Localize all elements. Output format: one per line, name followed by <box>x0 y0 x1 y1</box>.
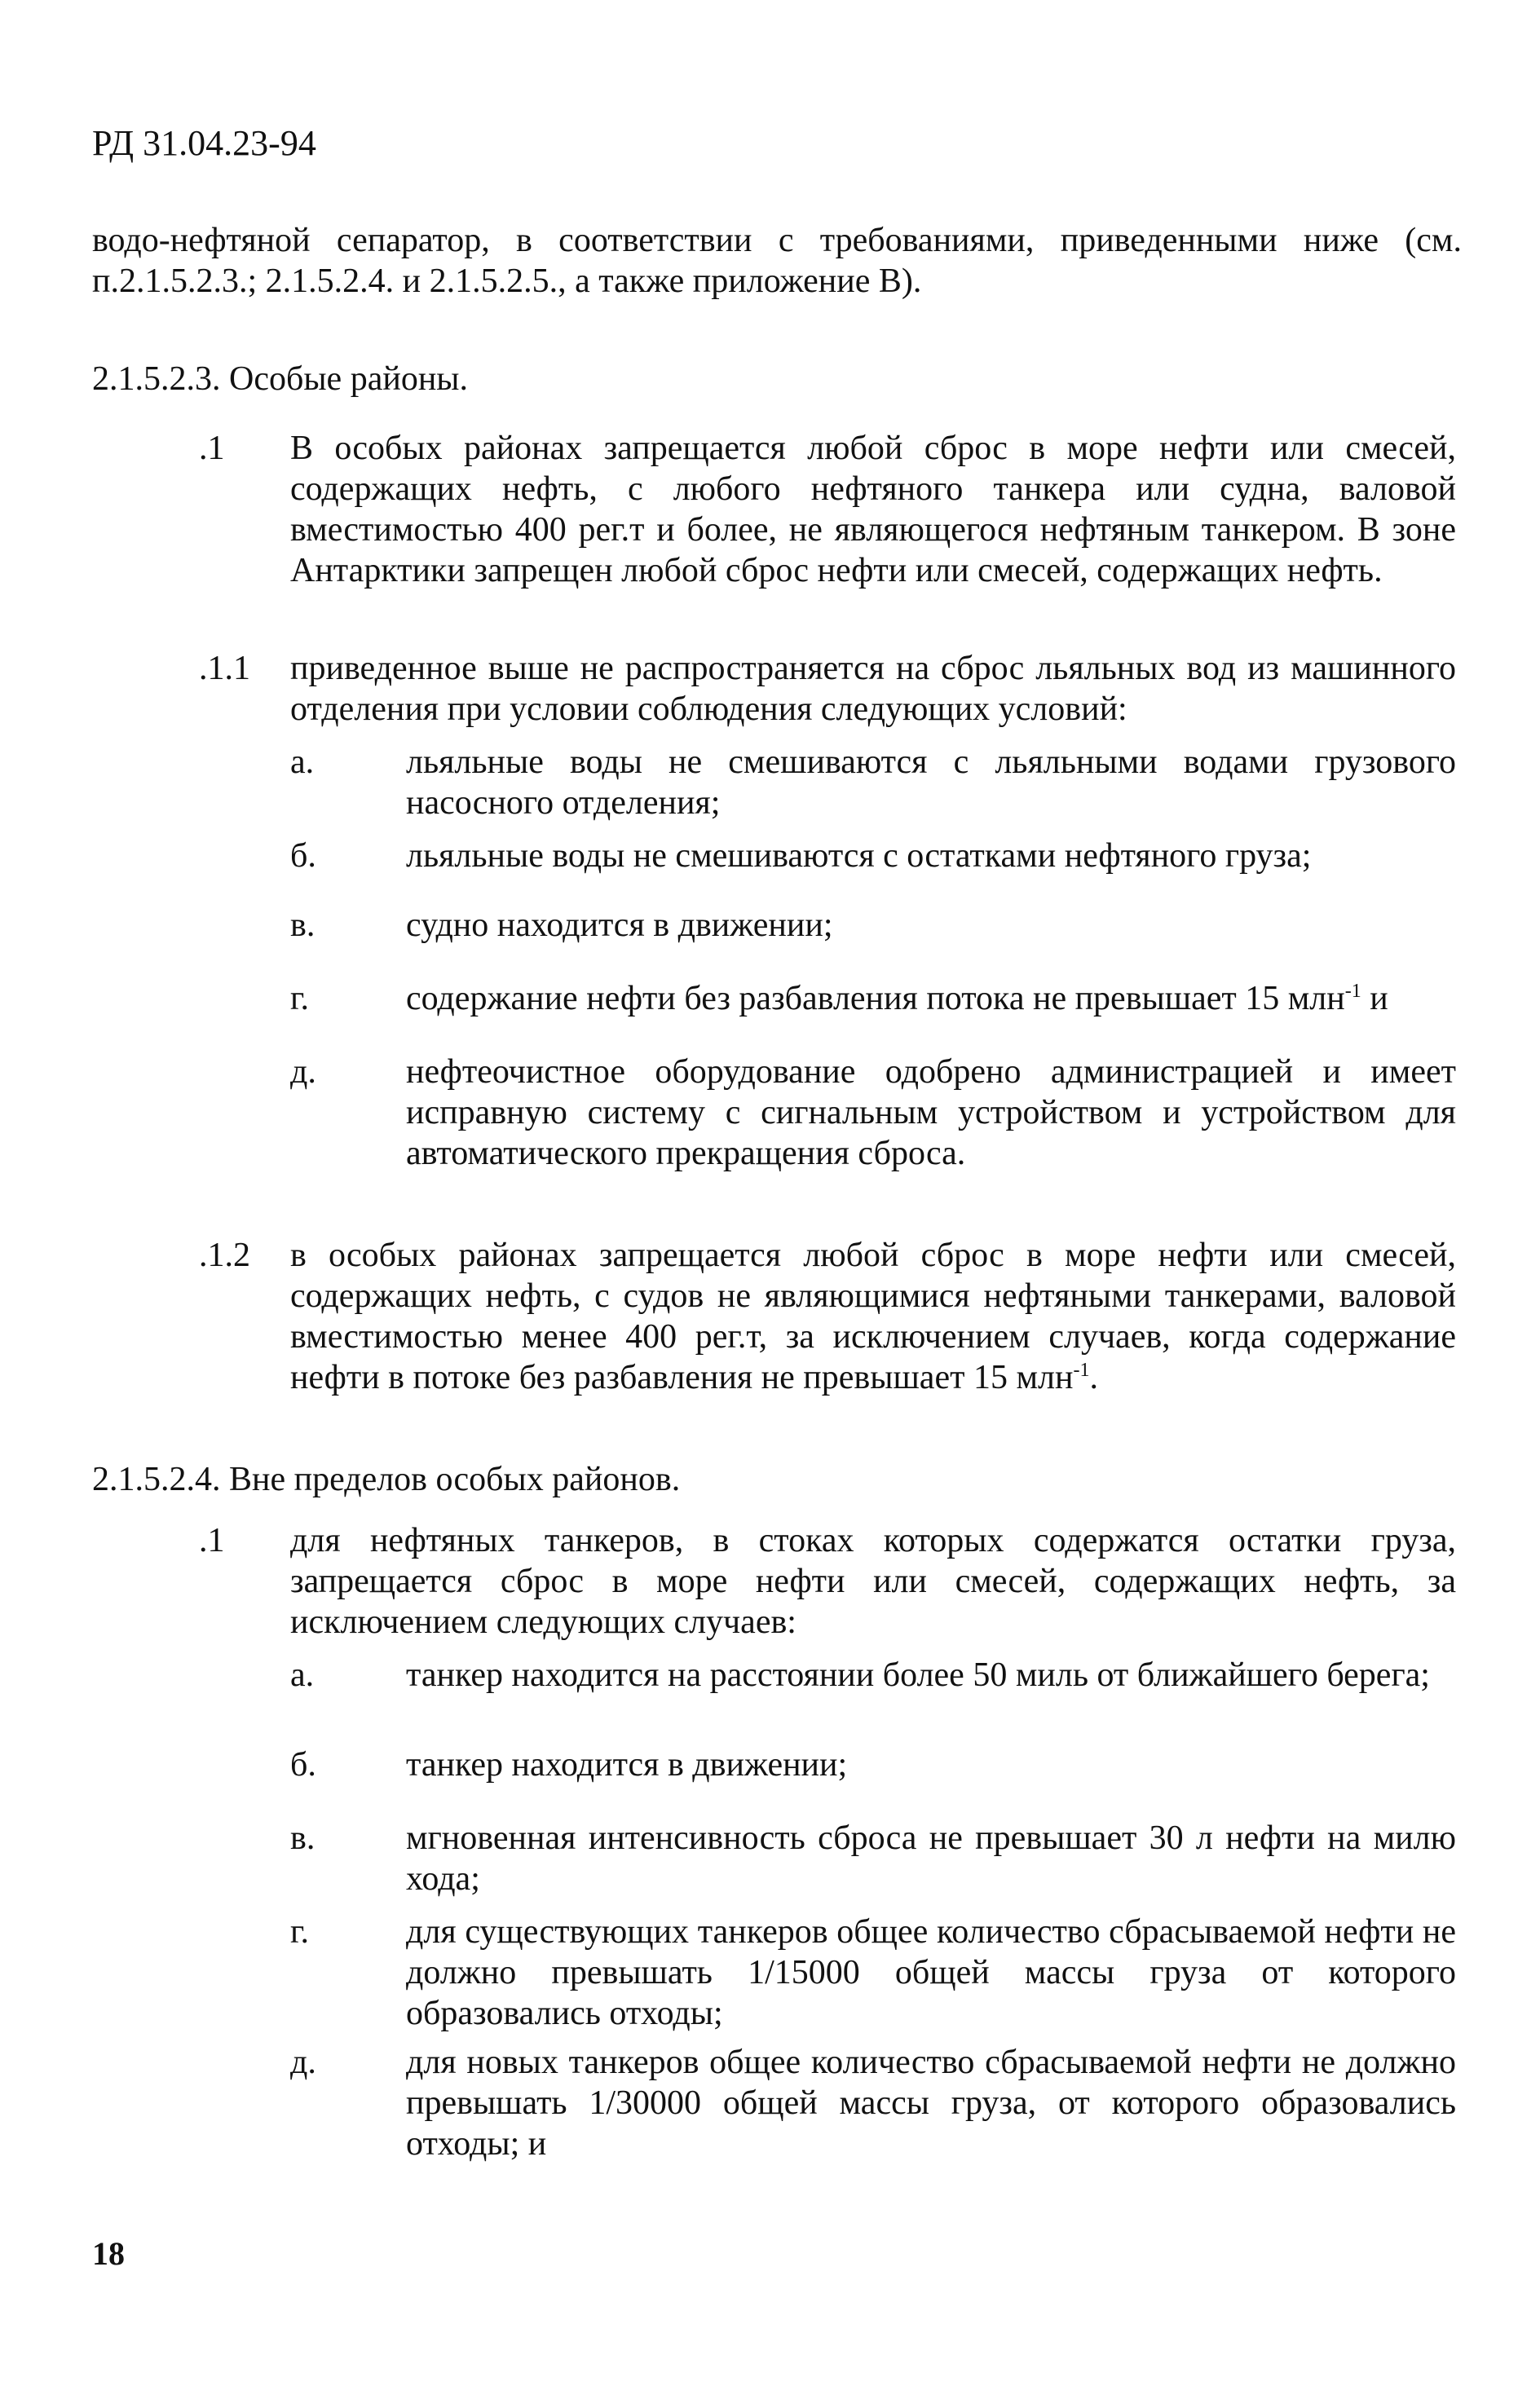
intro-paragraph: водо-нефтяной сепаратор, в соответствии с требованиями, приведенными ниже (см. п.2.1.5.2.3.; 2.1.5.2.4. и 2.1.5.2.5., а также приложение В). <box>92 222 1462 300</box>
page-number: 18 <box>92 2235 125 2272</box>
clause-text: В особых районах запрещается любой сброс в море нефти или смесей, содержащих нефть, с любого нефтяного танкера или судна, валовой вместимостью 400 рег.т и более, не являющегося нефтяным танкером. В зоне Антарктики запрещен любой сброс нефти или смесей, содержащих нефть. <box>290 430 1456 589</box>
section-title-2-1-5-2-4: 2.1.5.2.4. Вне пределов особых районов. <box>92 1461 681 1498</box>
list-item-text: льяльные воды не смешиваются с льяльными водами грузового насосного отделения; <box>406 743 1456 822</box>
list-item-text: нефтеочистное оборудование одобрено администрацией и имеет исправную систему с сигнальным устройством и устройством для автоматического прекращения сброса. <box>406 1053 1456 1172</box>
list-item-letter: г. <box>290 980 309 1017</box>
clause-text: для нефтяных танкеров, в стоках которых содержатся остатки груза, запрещается сброс в море нефти или смесей, содержащих нефть, за исключением следующих случаев: <box>290 1522 1456 1641</box>
list-item-letter: б. <box>290 1746 316 1784</box>
list-item-letter: в. <box>290 906 316 944</box>
superscript: -1 <box>1344 981 1361 1002</box>
list-item-text: судно находится в движении; <box>406 906 833 944</box>
list-item-text: льяльные воды не смешиваются с остатками нефтяного груза; <box>406 837 1312 875</box>
list-item-letter: д. <box>290 1053 316 1091</box>
section-title-2-1-5-2-3: 2.1.5.2.3. Особые районы. <box>92 360 469 398</box>
list-item-letter: а. <box>290 743 315 781</box>
list-item-text: мгновенная интенсивность сброса не превышает 30 л нефти на милю хода; <box>406 1819 1456 1898</box>
document-code-header: РД 31.04.23-94 <box>92 123 316 163</box>
list-item-text: танкер находится в движении; <box>406 1746 848 1784</box>
clause-number: .1 <box>199 430 225 467</box>
list-item-text: танкер находится на расстоянии более 50 миль от ближайшего берега; <box>406 1656 1430 1694</box>
list-item-letter: в. <box>290 1819 316 1857</box>
clause-number: .1.1 <box>199 650 250 687</box>
clause-number: .1.2 <box>199 1237 250 1274</box>
list-item-text: для новых танкеров общее количество сбрасываемой нефти не должно превышать 1/30000 общей массы груза, от которого образовались отходы; и <box>406 2044 1456 2163</box>
clause-text: приведенное выше не распространяется на сброс льяльных вод из машинного отделения при условии соблюдения следующих условий: <box>290 650 1456 728</box>
list-item-text: содержание нефти без разбавления потока не превышает 15 млн$^{-1}$ и <box>406 980 1388 1017</box>
clause-number: .1 <box>199 1522 225 1559</box>
list-item-letter: г. <box>290 1913 309 1951</box>
list-item-letter: б. <box>290 837 316 875</box>
list-item-letter: а. <box>290 1656 315 1694</box>
list-item-text: для существующих танкеров общее количество сбрасываемой нефти не должно превышать 1/15000 общей массы груза от которого образовались отходы; <box>406 1913 1456 2032</box>
clause-text: в особых районах запрещается любой сброс в море нефти или смесей, содержащих нефть, с судов не являющимися нефтяными танкерами, валовой вместимостью менее 400 рег.т, за исключением случаев, когда содержание нефти в потоке без разбавления не превышает 15 млн$^{-1}$. <box>290 1237 1456 1396</box>
list-item-letter: д. <box>290 2044 316 2081</box>
superscript: -1 <box>1073 1360 1090 1381</box>
